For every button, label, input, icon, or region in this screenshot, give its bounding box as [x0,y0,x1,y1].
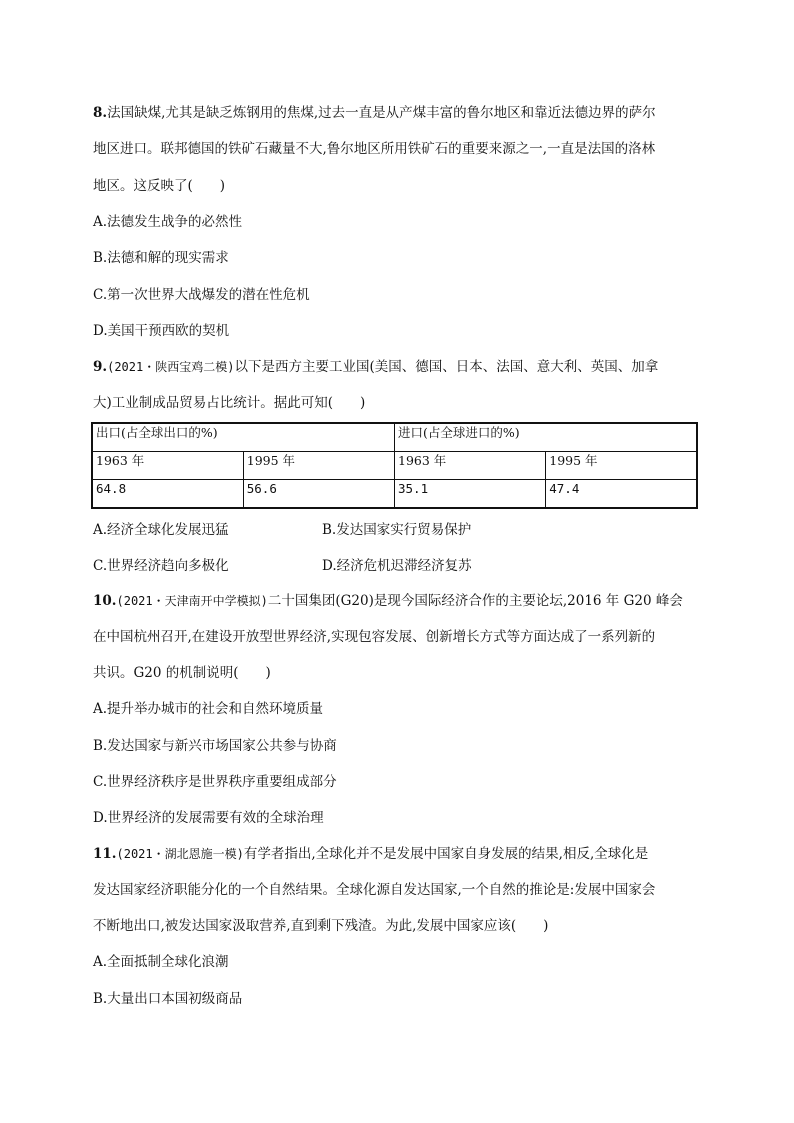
value-cell: 47.4 [546,480,697,509]
q8-stem-line-1: 8.法国缺煤,尤其是缺乏炼钢用的焦煤,过去一直是从产煤丰富的鲁尔地区和靠近法德边界的萨尔 [93,105,656,121]
q11-number: 11. [93,846,117,862]
q10-option-d: D.世界经济的发展需要有效的全球治理 [93,810,324,826]
q10-option-b: B.发达国家与新兴市场国家公共参与协商 [93,738,337,754]
q9-stem-line-1: 9.(2021・陕西宝鸡二模)以下是西方主要工业国(美国、德国、日本、法国、意大利、英国、加拿 [93,359,659,375]
q9-number: 9. [93,359,108,375]
q8-stem-line-2: 地区进口。联邦德国的铁矿石藏量不大,鲁尔地区所用铁矿石的重要来源之一,一直是法国的洛林 [93,141,656,157]
q11-stem-line-3: 不断地出口,被发达国家汲取营养,直到剩下残渣。为此,发展中国家应该( ) [93,918,549,934]
q9-stem-line-2: 大)工业制成品贸易占比统计。据此可知( ) [93,395,366,411]
q9-option-b: B.发达国家实行贸易保护 [322,522,472,538]
q10-source: (2021・天津南开中学模拟) [116,594,268,608]
year-cell: 1963 年 [92,452,243,480]
trade-share-table [91,422,698,509]
q8-number: 8. [93,105,108,121]
q11-stem-line-1: 11.(2021・湖北恩施一模)有学者指出,全球化并不是发展中国家自身发展的结果,相反,全球化是 [93,846,649,862]
table-year-row [92,452,697,480]
value-cell: 64.8 [92,480,243,509]
year-cell: 1995 年 [546,452,697,480]
q10-stem-line-2: 在中国杭州召开,在建设开放型世界经济,实现包容发展、创新增长方式等方面达成了一系列新的 [93,629,656,645]
q9-option-c: C.世界经济趋向多极化 [93,558,229,574]
q8-stem-line-3: 地区。这反映了( ) [93,178,226,194]
year-cell: 1963 年 [395,452,546,480]
q11-option-a: A.全面抵制全球化浪潮 [93,954,229,970]
table-value-row [92,480,697,509]
q9-option-d: D.经济危机迟滞经济复苏 [322,558,472,574]
q11-option-b: B.大量出口本国初级商品 [93,991,243,1007]
q8-option-a: A.法德发生战争的必然性 [93,214,243,230]
q9-option-a: A.经济全球化发展迅猛 [93,522,229,538]
q10-stem-line-3: 共识。G20 的机制说明( ) [93,665,271,681]
value-cell: 35.1 [395,480,546,509]
q10-stem-line-1: 10.(2021・天津南开中学模拟)二十国集团(G20)是现今国际经济合作的主要论坛,2016 年 G20 峰会 [93,593,683,609]
value-cell: 56.6 [243,480,394,509]
table-header-row [92,423,697,452]
q10-option-c: C.世界经济秩序是世界秩序重要组成部分 [93,774,337,790]
year-cell: 1995 年 [243,452,394,480]
q9-source: (2021・陕西宝鸡二模) [107,360,235,374]
q11-stem-line-2: 发达国家经济职能分化的一个自然结果。全球化源自发达国家,一个自然的推论是:发展中国家会 [93,882,656,898]
q8-option-c: C.第一次世界大战爆发的潜在性危机 [93,287,310,303]
q11-source: (2021・湖北恩施一模) [116,847,244,861]
q10-option-a: A.提升举办城市的社会和自然环境质量 [93,701,324,717]
q8-option-d: D.美国干预西欧的契机 [93,323,230,339]
q8-option-b: B.法德和解的现实需求 [93,250,229,266]
import-header: 进口(占全球进口的%) [395,423,698,452]
export-header: 出口(占全球出口的%) [92,423,395,452]
q10-number: 10. [93,593,117,609]
